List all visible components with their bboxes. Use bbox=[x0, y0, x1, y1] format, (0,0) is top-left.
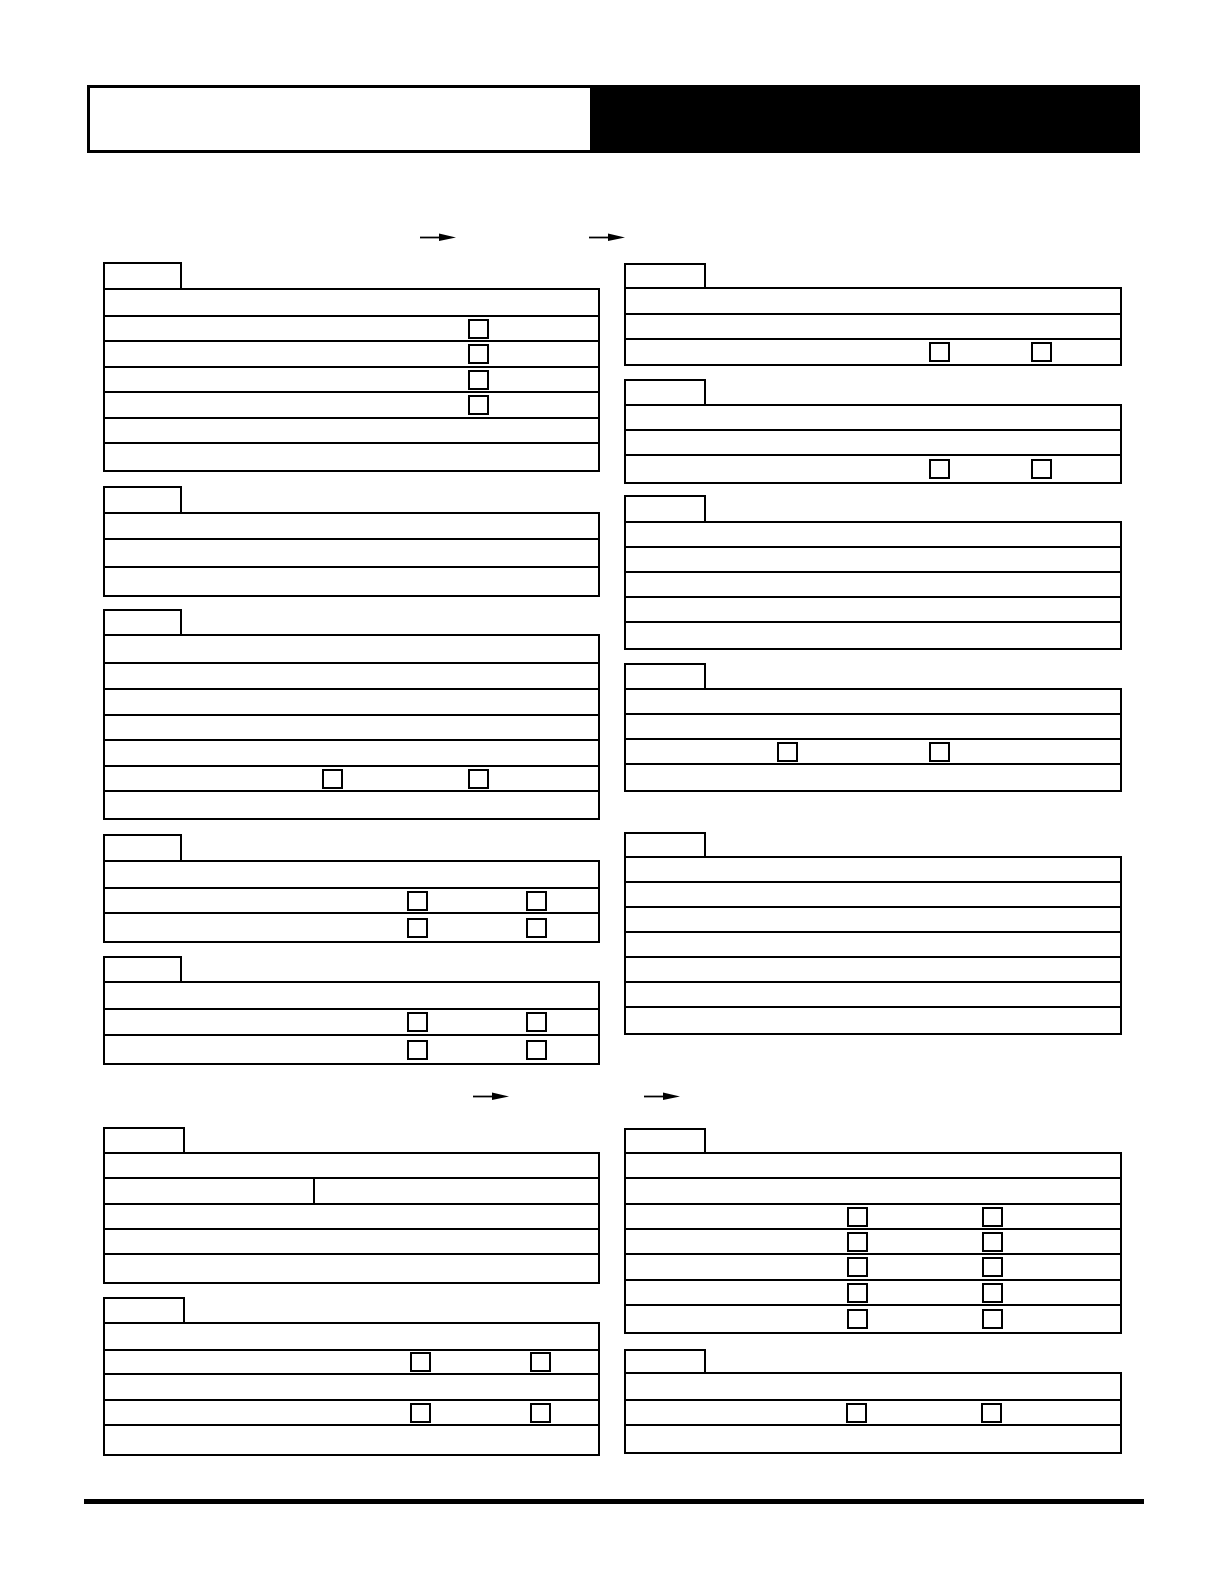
form-field-row[interactable] bbox=[626, 908, 1120, 933]
section-body-left-1 bbox=[103, 288, 600, 472]
section-tab-left-4 bbox=[103, 834, 182, 860]
form-field-row[interactable] bbox=[105, 792, 598, 818]
checkbox[interactable] bbox=[847, 1232, 868, 1252]
section-body-right-5 bbox=[624, 856, 1122, 1035]
form-field-row[interactable] bbox=[105, 741, 598, 767]
checkbox[interactable] bbox=[468, 319, 489, 339]
checkbox[interactable] bbox=[1031, 342, 1052, 362]
section-body-right-6 bbox=[624, 1152, 1122, 1334]
checkbox[interactable] bbox=[929, 742, 950, 762]
checkbox[interactable] bbox=[982, 1283, 1003, 1303]
form-field-row[interactable] bbox=[105, 636, 598, 664]
form-field-row[interactable] bbox=[626, 1230, 1120, 1255]
form-field-row[interactable] bbox=[105, 1255, 598, 1282]
form-field-row[interactable] bbox=[626, 958, 1120, 983]
form-field-row[interactable] bbox=[626, 315, 1120, 340]
checkbox[interactable] bbox=[526, 1040, 547, 1060]
section-body-right-3 bbox=[624, 521, 1122, 650]
form-field-row[interactable] bbox=[105, 1401, 598, 1426]
checkbox[interactable] bbox=[407, 918, 428, 938]
section-body-left-6 bbox=[103, 1152, 600, 1284]
checkbox[interactable] bbox=[846, 1403, 867, 1423]
form-field-row[interactable] bbox=[105, 664, 598, 690]
flow-arrow-icon bbox=[420, 230, 456, 242]
form-field-row[interactable] bbox=[105, 368, 598, 393]
flow-arrow-icon bbox=[644, 1089, 680, 1101]
header-title-box bbox=[87, 85, 593, 153]
form-field-row[interactable] bbox=[626, 1306, 1120, 1332]
checkbox[interactable] bbox=[929, 342, 950, 362]
section-tab-left-7 bbox=[103, 1297, 185, 1322]
form-field-row[interactable] bbox=[105, 767, 598, 792]
checkbox[interactable] bbox=[410, 1352, 431, 1372]
section-body-right-1 bbox=[624, 287, 1122, 366]
section-tab-left-3 bbox=[103, 609, 182, 634]
form-field-row[interactable] bbox=[626, 1179, 1120, 1205]
section-tab-right-5 bbox=[624, 832, 706, 856]
form-field-row[interactable] bbox=[105, 290, 598, 317]
section-body-left-4 bbox=[103, 860, 600, 943]
section-tab-left-1 bbox=[103, 262, 182, 288]
checkbox[interactable] bbox=[982, 1207, 1003, 1227]
checkbox[interactable] bbox=[468, 769, 489, 789]
section-tab-left-2 bbox=[103, 486, 182, 512]
form-field-row[interactable] bbox=[105, 1154, 598, 1179]
checkbox[interactable] bbox=[468, 395, 489, 415]
checkbox[interactable] bbox=[410, 1403, 431, 1423]
checkbox[interactable] bbox=[847, 1283, 868, 1303]
section-body-right-7 bbox=[624, 1372, 1122, 1454]
form-field-row[interactable] bbox=[626, 623, 1120, 648]
checkbox[interactable] bbox=[981, 1403, 1002, 1423]
form-field-row[interactable] bbox=[105, 568, 598, 595]
form-field-row[interactable] bbox=[105, 514, 598, 540]
form-field-row[interactable] bbox=[626, 883, 1120, 908]
form-field-row[interactable] bbox=[105, 444, 598, 470]
form-field-row[interactable] bbox=[105, 393, 598, 419]
form-field-row[interactable] bbox=[626, 523, 1120, 548]
form-field-row[interactable] bbox=[626, 340, 1120, 364]
section-tab-left-5 bbox=[103, 956, 182, 981]
checkbox[interactable] bbox=[530, 1403, 551, 1423]
section-tab-right-1 bbox=[624, 263, 706, 287]
form-field-row[interactable] bbox=[105, 1179, 598, 1205]
footer-rule bbox=[84, 1499, 1144, 1504]
section-body-left-5 bbox=[103, 981, 600, 1065]
checkbox[interactable] bbox=[847, 1257, 868, 1277]
form-field-row[interactable] bbox=[626, 1255, 1120, 1281]
header-black-banner bbox=[593, 85, 1140, 153]
form-field-row[interactable] bbox=[626, 858, 1120, 883]
form-field-row[interactable] bbox=[626, 1154, 1120, 1179]
form-field-row[interactable] bbox=[626, 715, 1120, 740]
form-field-row[interactable] bbox=[105, 716, 598, 741]
form-field-row[interactable] bbox=[626, 740, 1120, 765]
cell-divider bbox=[313, 1179, 315, 1203]
form-field-row[interactable] bbox=[105, 914, 598, 941]
checkbox[interactable] bbox=[847, 1309, 868, 1329]
form-field-row[interactable] bbox=[105, 342, 598, 368]
form-field-row[interactable] bbox=[105, 1010, 598, 1036]
checkbox[interactable] bbox=[526, 918, 547, 938]
form-field-row[interactable] bbox=[105, 1036, 598, 1063]
form-field-row[interactable] bbox=[626, 690, 1120, 715]
form-field-row[interactable] bbox=[626, 573, 1120, 598]
form-field-row[interactable] bbox=[626, 1401, 1120, 1426]
checkbox[interactable] bbox=[982, 1309, 1003, 1329]
section-tab-right-2 bbox=[624, 379, 706, 404]
form-field-row[interactable] bbox=[626, 1374, 1120, 1401]
form-field-row[interactable] bbox=[626, 289, 1120, 315]
form-field-row[interactable] bbox=[105, 862, 598, 889]
form-field-row[interactable] bbox=[105, 540, 598, 568]
form-field-row[interactable] bbox=[626, 983, 1120, 1008]
checkbox[interactable] bbox=[777, 742, 798, 762]
form-field-row[interactable] bbox=[105, 1375, 598, 1401]
form-field-row[interactable] bbox=[626, 1008, 1120, 1033]
section-tab-right-6 bbox=[624, 1128, 706, 1152]
section-tab-left-6 bbox=[103, 1127, 185, 1152]
checkbox[interactable] bbox=[407, 1040, 428, 1060]
section-tab-right-3 bbox=[624, 495, 706, 521]
checkbox[interactable] bbox=[982, 1232, 1003, 1252]
form-field-row[interactable] bbox=[626, 548, 1120, 573]
section-body-left-7 bbox=[103, 1322, 600, 1456]
checkbox[interactable] bbox=[847, 1207, 868, 1227]
flow-arrow-icon bbox=[473, 1089, 509, 1101]
checkbox[interactable] bbox=[526, 891, 547, 911]
form-field-row[interactable] bbox=[105, 983, 598, 1010]
checkbox[interactable] bbox=[982, 1257, 1003, 1277]
checkbox[interactable] bbox=[468, 370, 489, 390]
form-field-row[interactable] bbox=[105, 1205, 598, 1230]
form-field-row[interactable] bbox=[626, 1281, 1120, 1306]
section-body-left-3 bbox=[103, 634, 600, 820]
checkbox[interactable] bbox=[530, 1352, 551, 1372]
form-field-row[interactable] bbox=[105, 690, 598, 716]
form-field-row[interactable] bbox=[626, 431, 1120, 456]
form-field-row[interactable] bbox=[626, 598, 1120, 623]
form-field-row[interactable] bbox=[105, 1426, 598, 1454]
section-body-right-4 bbox=[624, 688, 1122, 792]
form-field-row[interactable] bbox=[105, 1324, 598, 1351]
section-body-right-2 bbox=[624, 404, 1122, 484]
form-field-row[interactable] bbox=[626, 456, 1120, 482]
checkbox[interactable] bbox=[407, 1012, 428, 1032]
form-field-row[interactable] bbox=[105, 1230, 598, 1255]
form-field-row[interactable] bbox=[626, 933, 1120, 958]
form-field-row[interactable] bbox=[105, 889, 598, 914]
form-field-row[interactable] bbox=[626, 1205, 1120, 1230]
form-field-row[interactable] bbox=[105, 317, 598, 342]
form-field-row[interactable] bbox=[626, 1426, 1120, 1452]
checkbox[interactable] bbox=[929, 459, 950, 479]
checkbox[interactable] bbox=[1031, 459, 1052, 479]
section-tab-right-4 bbox=[624, 663, 706, 688]
form-field-row[interactable] bbox=[105, 419, 598, 444]
checkbox[interactable] bbox=[468, 344, 489, 364]
checkbox[interactable] bbox=[322, 769, 343, 789]
form-field-row[interactable] bbox=[626, 406, 1120, 431]
flow-arrow-icon bbox=[589, 230, 625, 242]
checkbox[interactable] bbox=[407, 891, 428, 911]
section-tab-right-7 bbox=[624, 1349, 706, 1372]
checkbox[interactable] bbox=[526, 1012, 547, 1032]
form-field-row[interactable] bbox=[105, 1351, 598, 1375]
section-body-left-2 bbox=[103, 512, 600, 597]
form-field-row[interactable] bbox=[626, 765, 1120, 790]
